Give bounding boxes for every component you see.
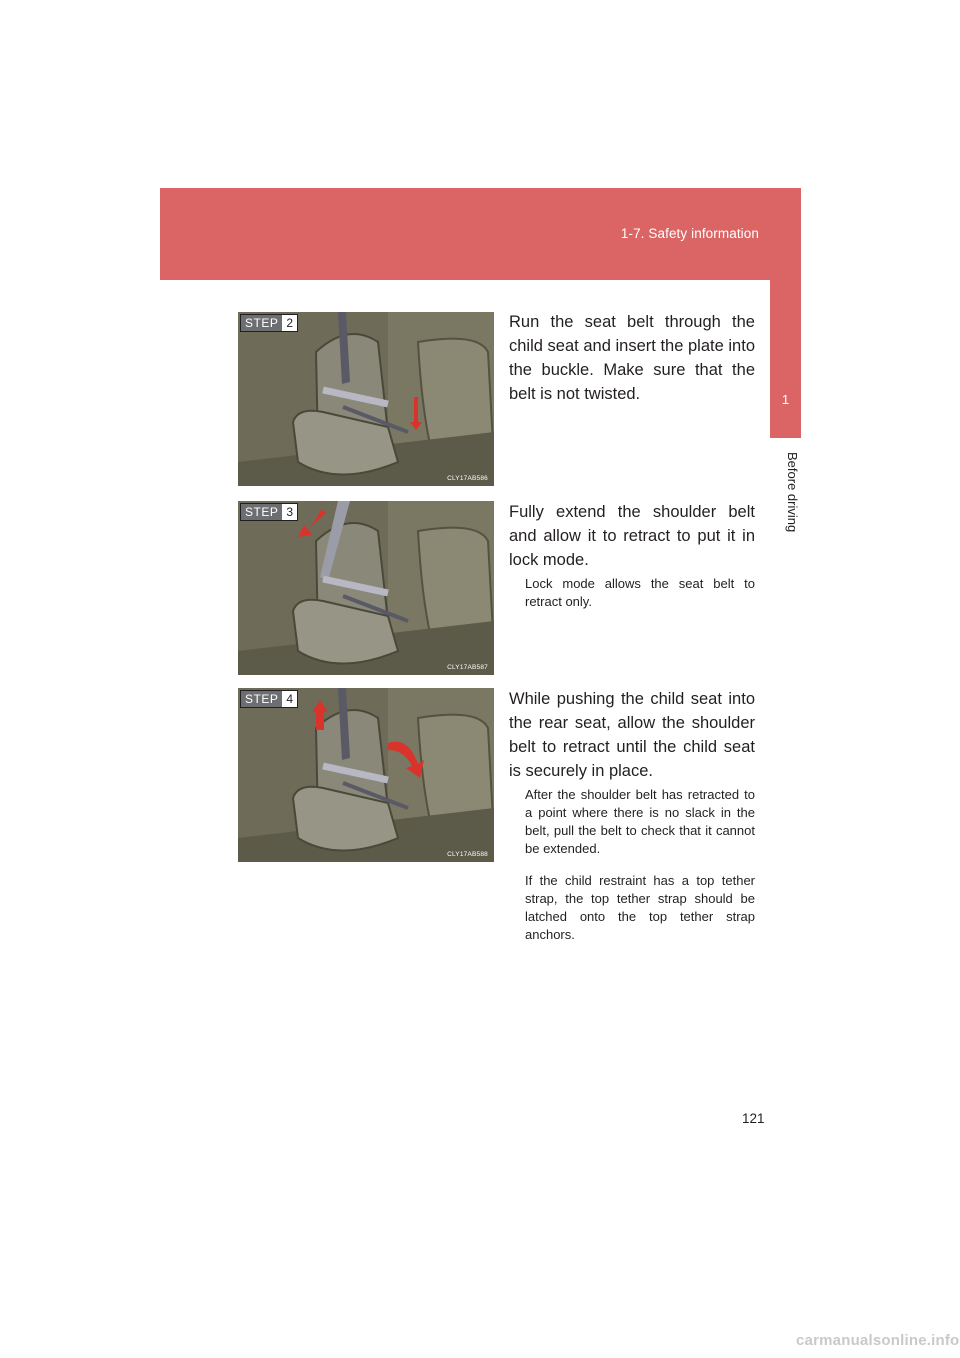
step-2-illustration: [238, 312, 494, 486]
figure-code: CLY17AB586: [447, 475, 488, 482]
chapter-label: Before driving: [785, 452, 800, 533]
step-4-illustration: [238, 688, 494, 862]
step-4-text: While pushing the child seat into the rear seat, allow the shoulder belt to retract until the child seat is securely in place.: [509, 690, 755, 780]
step-badge: [240, 690, 298, 708]
step-badge-word: STEP: [241, 504, 282, 520]
step-badge-number: 2: [286, 316, 294, 330]
step-badge: [240, 503, 298, 521]
step-2-text: Run the seat belt through the child seat and insert the plate into the buckle. Make sure that the belt is not twisted.: [509, 313, 755, 403]
child-seat-illustration: [238, 688, 494, 862]
step-3-illustration: [238, 501, 494, 675]
step-badge-word: STEP: [241, 691, 282, 707]
figure-code: CLY17AB587: [447, 664, 488, 671]
page-number: 121: [742, 1111, 765, 1126]
section-title: 1-7. Safety information: [620, 226, 759, 241]
step-3-text: Fully extend the shoulder belt and allow it to retract to put it in lock mode.: [509, 503, 755, 569]
watermark[interactable]: carmanualsonline.info: [796, 1332, 960, 1349]
child-seat-illustration: [238, 501, 494, 675]
step-badge-word: STEP: [241, 315, 282, 331]
step-4-note: After the shoulder belt has retracted to a point where there is no slack in the belt, pull the belt to check that it cannot be extended.: [525, 787, 755, 856]
figure-code: CLY17AB588: [447, 851, 488, 858]
child-seat-illustration: [238, 312, 494, 486]
step-badge-number: 4: [286, 692, 294, 706]
step-4-note: If the child restraint has a top tether strap, the top tether strap should be latched onto the top tether strap anchors.: [525, 873, 755, 942]
step-badge: [240, 314, 298, 332]
step-3-note: Lock mode allows the seat belt to retract only.: [525, 576, 755, 609]
section-header-band: [160, 188, 801, 280]
step-badge-number: 3: [286, 505, 294, 519]
chapter-number: 1: [781, 392, 790, 407]
chapter-tab: [770, 280, 801, 438]
